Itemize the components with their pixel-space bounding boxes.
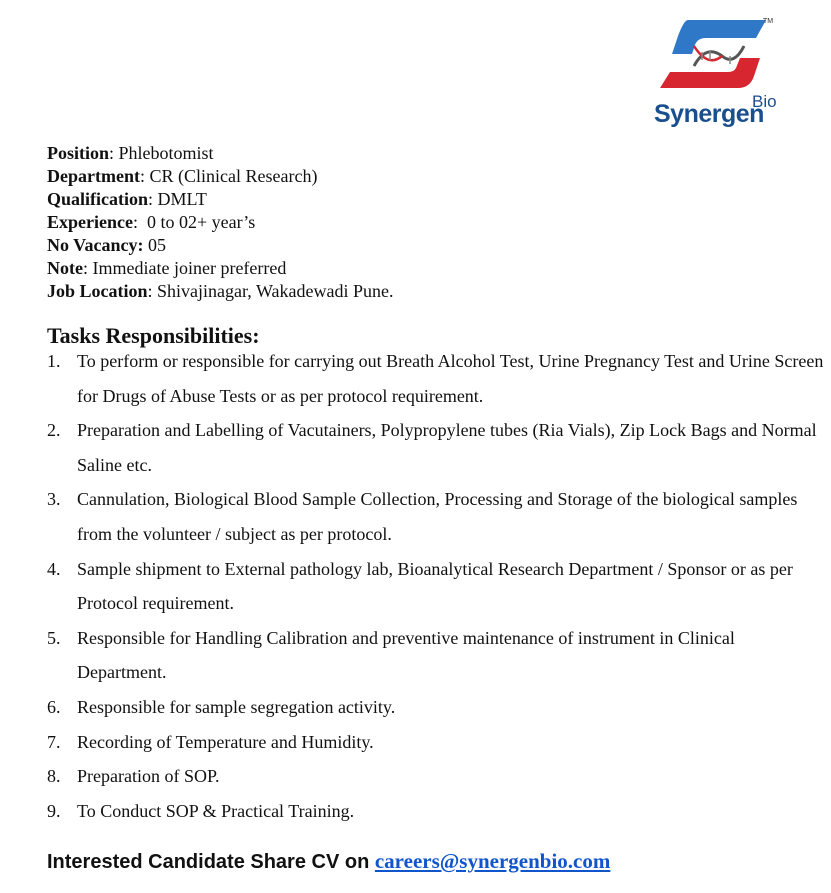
task-number: 2. xyxy=(47,420,61,441)
task-item xyxy=(47,482,827,551)
apply-footer xyxy=(47,846,610,877)
detail-position xyxy=(47,142,393,165)
task-text: Preparation of SOP. xyxy=(77,766,220,787)
detail-label: Position xyxy=(47,143,110,163)
detail-value: Shivajinagar, Wakadewadi Pune. xyxy=(157,281,394,301)
task-item xyxy=(47,794,827,829)
detail-label: Experience xyxy=(47,212,133,232)
task-text: To perform or responsible for carrying out Breath Alcohol Test, Urine Pregnancy Test and Urine Screen for Drugs of Abuse Tests or as per protocol requirement. xyxy=(77,351,824,406)
task-number: 9. xyxy=(47,800,61,821)
detail-value: CR (Clinical Research) xyxy=(149,166,318,186)
task-item xyxy=(47,552,827,621)
detail-separator: : xyxy=(109,143,119,163)
logo-name: Synergen xyxy=(654,100,764,128)
detail-separator: : xyxy=(139,166,150,186)
detail-separator: : xyxy=(82,258,93,278)
detail-value: Immediate joiner preferred xyxy=(92,258,287,278)
detail-experience xyxy=(47,211,393,234)
detail-label: Department xyxy=(47,166,140,186)
synergen-logo-mark-icon xyxy=(658,16,770,98)
tasks-list xyxy=(47,344,827,828)
detail-qualification xyxy=(47,188,393,211)
detail-separator: : xyxy=(147,281,158,301)
task-text: Responsible for Handling Calibration and preventive maintenance of instrument in Clinical Department. xyxy=(77,627,735,683)
task-item xyxy=(47,759,827,794)
task-item xyxy=(47,344,827,413)
detail-separator: : xyxy=(148,189,158,209)
task-item xyxy=(47,413,827,482)
logo-suffix: Bio xyxy=(752,92,777,111)
detail-label: No Vacancy: xyxy=(47,235,144,255)
task-number: 5. xyxy=(47,627,61,648)
task-item xyxy=(47,621,827,690)
task-item xyxy=(47,690,827,725)
task-text: Sample shipment to External pathology lab, Bioanalytical Research Department / Sponsor or as per Protocol requirement. xyxy=(77,558,793,614)
task-number: 6. xyxy=(47,696,61,717)
detail-label: Job Location xyxy=(47,281,148,301)
task-number: 3. xyxy=(47,489,61,510)
trademark-mark: TM xyxy=(763,18,774,25)
detail-location xyxy=(47,280,393,303)
task-text: Responsible for sample segregation activity. xyxy=(77,696,396,717)
detail-note xyxy=(47,257,393,280)
task-text: Recording of Temperature and Humidity. xyxy=(77,731,374,752)
detail-value: DMLT xyxy=(157,189,207,209)
task-text: Cannulation, Biological Blood Sample Collection, Processing and Storage of the biological samples from the volunteer / subject as per protocol. xyxy=(77,489,798,544)
task-number: 1. xyxy=(47,351,61,371)
detail-department xyxy=(47,165,393,188)
detail-label: Qualification xyxy=(47,189,149,209)
job-details xyxy=(47,142,393,303)
detail-value: Phlebotomist xyxy=(118,143,214,163)
task-text: To Conduct SOP & Practical Training. xyxy=(77,800,355,821)
careers-email-link[interactable]: careers@synergenbio.com xyxy=(374,849,611,873)
task-number: 8. xyxy=(47,766,61,787)
detail-separator: : xyxy=(132,212,147,232)
detail-value: 0 to 02+ year’s xyxy=(147,212,256,232)
task-text: Preparation and Labelling of Vacutainers, Polypropylene tubes (Ria Vials), Zip Lock Bags and Normal Saline etc. xyxy=(77,420,817,475)
task-item xyxy=(47,725,827,760)
task-number: 7. xyxy=(47,731,61,752)
apply-text: Interested Candidate Share CV on xyxy=(47,851,375,873)
detail-value: 05 xyxy=(148,235,167,255)
detail-vacancy xyxy=(47,234,393,257)
task-number: 4. xyxy=(47,558,61,579)
tasks-heading: Tasks Responsibilities: xyxy=(47,323,260,348)
detail-label: Note xyxy=(47,258,83,278)
company-logo xyxy=(650,16,790,131)
